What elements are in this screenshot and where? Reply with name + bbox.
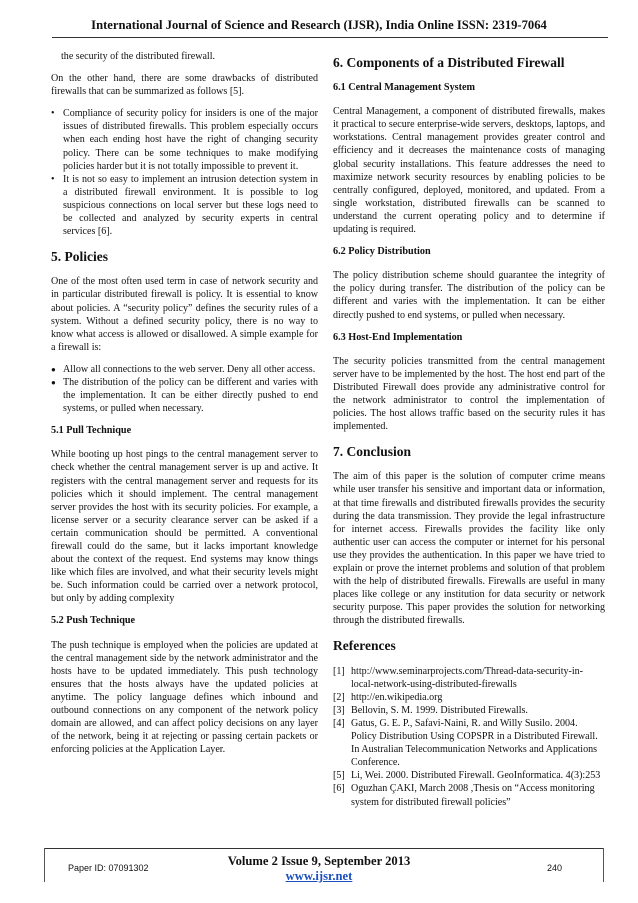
reference-text: Bellovin, S. M. 1999. Distributed Firewalls. [351, 704, 528, 716]
reference-item [333, 782, 605, 808]
reference-number: [5] [333, 770, 345, 782]
footer-url-link[interactable]: www.ijsr.net [285, 869, 353, 883]
subsection-heading-push: 5.2 Push Technique [51, 615, 136, 627]
reference-item [333, 769, 605, 782]
footer-volume: Volume 2 Issue 9, September 2013 [227, 854, 411, 868]
reference-number: [2] [333, 691, 345, 703]
reference-text: http://www.seminarprojects.com/Thread-data-security-in-local-network-using-distributed-firewalls [351, 665, 584, 690]
reference-item [333, 665, 605, 691]
left-column [51, 50, 318, 765]
paragraph-policy-distribution: The policy distribution scheme should guarantee the integrity of the policy during transfer. The distribution of the policy can be different and varies with the implementation. It can be either directly pushed to end systems, or pulled when necessary. [333, 270, 605, 321]
list-item: ● Allow all connections to the web server. Deny all other access. [51, 363, 318, 376]
reference-number: [6] [333, 783, 345, 795]
reference-text: Oguzhan ÇAKI, March 2008 ,Thesis on “Access monitoring system for distributed firewall policies” [351, 783, 595, 808]
paragraph-pull: While booting up host pings to the central management server to check whether the central management server is up and active. It registers with the central management server and requests for its policies which it should implement. The central management server provides the host with its security policies. For example, a license server or a security clearance server can be asked if a certain communication should be permitted. A conventional firewall could do the same, but it lacks important knowledge about the context of the request. End systems may know things like which files are involved, and what their security levels might be. Such information could be carried over a network protocol, but only by adding complexity [51, 449, 318, 605]
reference-text: Gatus, G. E. P., Safavi-Naini, R. and Willy Susilo. 2004. Policy Distribution Using COPSPR in a Distributed Firewall. In Australian Telecommunication Networks and Applications Conference. [351, 717, 598, 769]
list-item: • Compliance of security policy for insiders is one of the major issues of distributed firewalls. This problem especially occurs when each ending host have the right of changing security policy. There can be some techniques to make modifying policies harder but it is not totally impossible to prevent it. [51, 107, 318, 172]
paragraph-continued: the security of the distributed firewall. [61, 51, 216, 62]
subsection-heading-pull: 5.1 Pull Technique [51, 425, 132, 437]
footer-paper-id: Paper ID: 07091302 [68, 863, 149, 873]
subsection-heading-cms: 6.1 Central Management System [333, 82, 476, 94]
right-column [333, 50, 605, 809]
journal-header: International Journal of Science and Research (IJSR), India Online ISSN: 2319-7064 [91, 18, 547, 32]
reference-number: [3] [333, 704, 345, 716]
reference-item [333, 717, 605, 769]
section-heading-references: References [333, 638, 396, 654]
paragraph-host-end: The security policies transmitted from the central management server have to be implemented by the host. The host end part of the Distributed Firewall does provide any administrative control for the network administrator to control the implementation of policies. The host allows traffic based on the security rules it has implemented. [333, 355, 605, 433]
subsection-heading-host-end: 6.3 Host-End Implementation [333, 331, 463, 343]
paragraph-drawbacks-intro: On the other hand, there are some drawbacks of distributed firewalls that can be summarized as follows [5]. [51, 73, 318, 98]
list-item: • It is not so easy to implement an intrusion detection system in a distributed firewall environment. It is possible to log suspicious connections on local server but these logs need to be collected and analyzed by security experts in central services [6]. [51, 173, 318, 238]
paragraph-cms: Central Management, a component of distributed firewalls, makes it practical to secure enterprise-wide servers, desktops, laptops, and workstations. Central management provides greater control and efficiency and it decreases the maintenance costs of managing global security installations. This feature addresses the need to maximize network security resources by enabling policies to be centrally configured, deployed, monitored, and updated. From a single workstation, distributed firewalls can be scanned to understand the current operating policy and to determine if updating is required. [333, 106, 605, 236]
paragraph-conclusion: The aim of this paper is the solution of computer crime means while user transfer his sensitive and important data or information, at that time firewalls and distributed firewalls provides the security during the data transmission. They provide the legal infrastructure for internet access. Firewalls provides the facility like only authentic user can access the computer or internet for his personal use they provides the authentication. In this paper we have tried to explain or prove the internet problems and solution of that problem with the help of distributed firewalls. Firewalls are useful in many places like college or any institution for data security or network security purpose. This paper provides the solution for networking through the distributed firewalls. [333, 471, 605, 627]
reference-text: http://en.wikipedia.org [351, 691, 443, 703]
reference-number: [1] [333, 665, 345, 677]
drawbacks-list [51, 107, 318, 238]
list-item: ● The distribution of the policy can be different and varies with the implementation. It can be either directly pushed to end systems, or pulled when necessary. [51, 376, 318, 415]
page-number: 240 [547, 863, 563, 873]
header-rule [52, 37, 608, 38]
section-heading-conclusion: 7. Conclusion [333, 444, 412, 460]
reference-text: Li, Wei. 2000. Distributed Firewall. GeoInformatica. 4(3):253 [351, 770, 601, 782]
reference-item [333, 691, 605, 704]
reference-number: [4] [333, 717, 345, 729]
policy-example-list [51, 363, 318, 415]
footer-rule [44, 848, 604, 849]
section-heading-policies: 5. Policies [51, 249, 108, 265]
paragraph-policies: One of the most often used term in case of network security and in particular distributed firewall is policy. It is essential to know about policies. A “security policy” defines the security rules of a system. Without a defined security policy, there is no way to know what access is allowed or disallowed. A simple example for a firewall is: [51, 276, 318, 353]
section-heading-components: 6. Components of a Distributed Firewall [333, 55, 565, 70]
reference-item [333, 704, 605, 717]
subsection-heading-policy-distribution: 6.2 Policy Distribution [333, 246, 431, 258]
paragraph-push: The push technique is employed when the policies are updated at the central management side by the network administrator and the hosts have to be updated immediately. This push technology ensures that the hosts always have the updated policies at anytime. The policy language defines which inbound and outbound connections on any component of the network policy domain are allowed, and can affect policy decisions on any layer of the network, being it at rejecting or passing certain packets or enforcing policies at the Application Layer. [51, 639, 318, 756]
references-list [333, 665, 605, 809]
